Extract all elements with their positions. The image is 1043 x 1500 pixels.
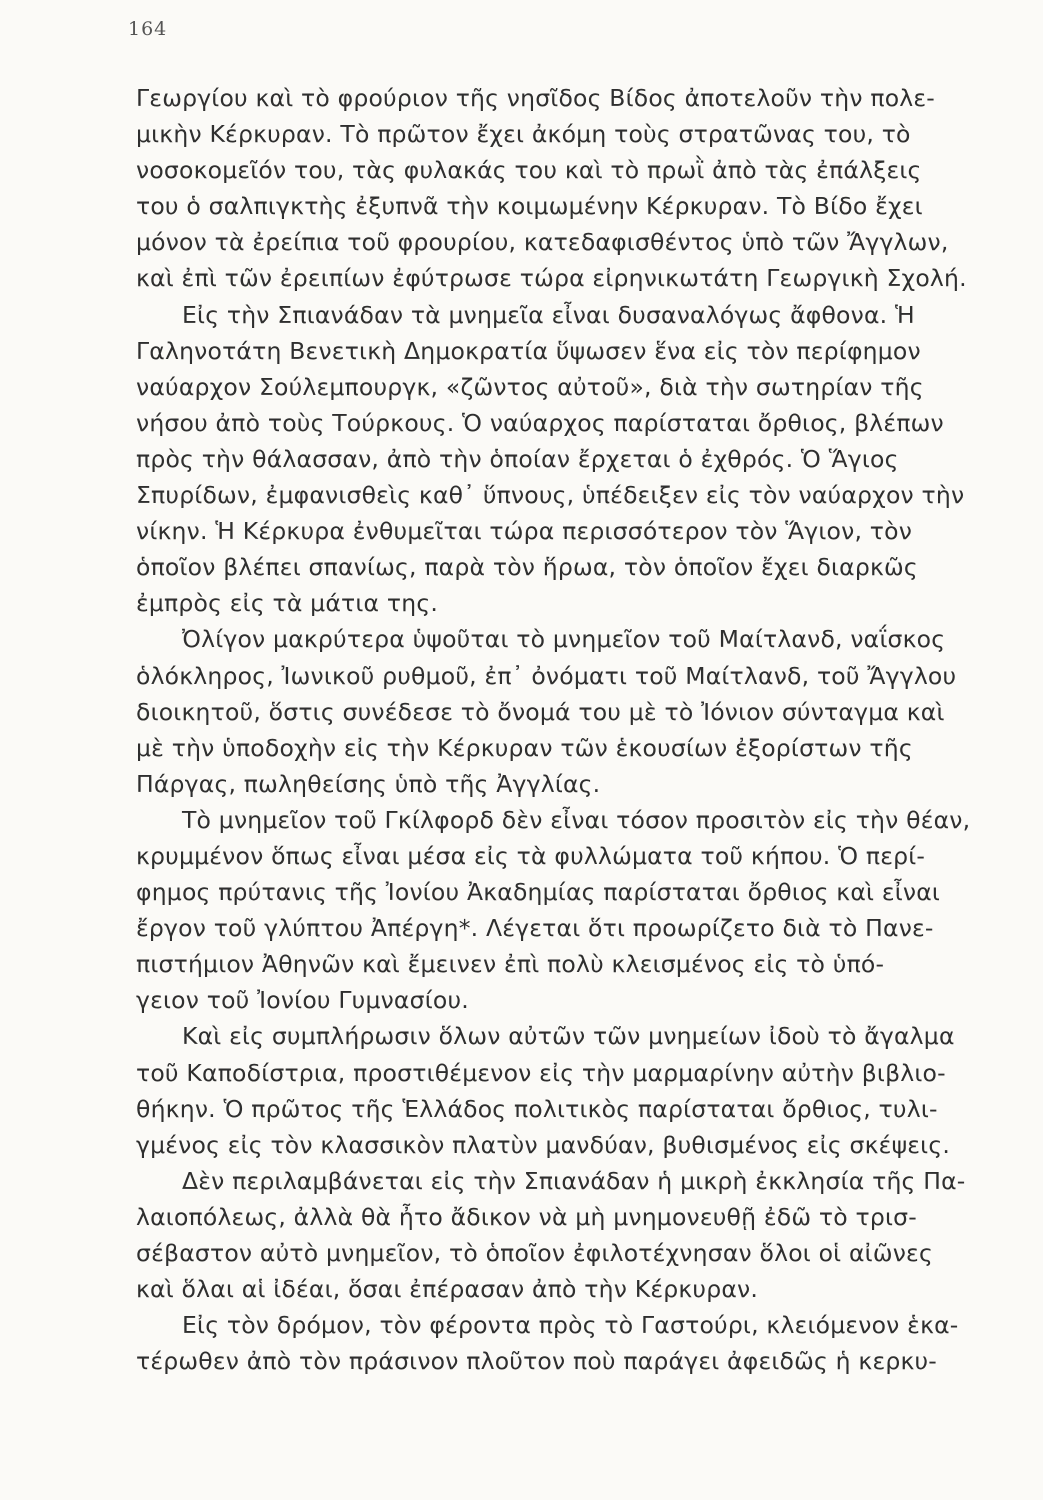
page-number: 164 <box>128 18 168 40</box>
text-line: ἔργον τοῦ γλύπτου Ἀπέργη*. Λέγεται ὅτι προωρίζετο διὰ τὸ Πανε- <box>136 914 934 943</box>
text-line: μικὴν Κέρκυραν. Τὸ πρῶτον ἔχει ἀκόμη τοὺς στρατῶνας του, τὸ <box>136 120 911 149</box>
text-line: φημος πρύτανις τῆς Ἰονίου Ἀκαδημίας παρίσταται ὄρθιος καὶ εἶναι <box>136 878 941 907</box>
text-line: καὶ ἐπὶ τῶν ἐρειπίων ἐφύτρωσε τώρα εἰρηνικωτάτη Γεωργικὴ Σχολή. <box>136 264 967 293</box>
text-line: τοῦ Καποδίστρια, προστιθέμενον εἰς τὴν μαρμαρίνην αὐτὴν βιβλιο- <box>136 1058 946 1087</box>
text-line: γμένος εἰς τὸν κλασσικὸν πλατὺν μανδύαν, βυθισμένος εἰς σκέψεις. <box>136 1130 950 1159</box>
text-line: τέρωθεν ἀπὸ τὸν πράσινον πλοῦτον ποὺ παράγει ἀφειδῶς ἡ κερκυ- <box>136 1347 937 1376</box>
text-line: θήκην. Ὁ πρῶτος τῆς Ἑλλάδος πολιτικὸς παρίσταται ὄρθιος, τυλι- <box>136 1094 938 1123</box>
text-line: Πάργας, πωληθείσης ὑπὸ τῆς Ἀγγλίας. <box>136 769 601 798</box>
text-line: νήσου ἀπὸ τοὺς Τούρκους. Ὁ ναύαρχος παρίσταται ὄρθιος, βλέπων <box>136 408 944 437</box>
text-line: γειον τοῦ Ἰονίου Γυμνασίου. <box>136 986 469 1015</box>
text-line: Τὸ μνημεῖον τοῦ Γκίλφορδ δὲν εἶναι τόσον προσιτὸν εἰς τὴν θέαν, <box>182 805 971 834</box>
text-line: νοσοκομεῖόν του, τὰς φυλακάς του καὶ τὸ πρωῒ ἀπὸ τὰς ἐπάλξεις <box>136 156 922 185</box>
text-line: Εἰς τὴν Σπιανάδαν τὰ μνημεῖα εἶναι δυσαναλόγως ἄφθονα. Ἡ <box>182 300 915 329</box>
text-line: Δὲν περιλαμβάνεται εἰς τὴν Σπιανάδαν ἡ μικρὴ ἐκκλησία τῆς Πα- <box>182 1166 966 1195</box>
text-line: διοικητοῦ, ὅστις συνέδεσε τὸ ὄνομά του μὲ τὸ Ἰόνιον σύνταγμα καὶ <box>136 697 945 726</box>
text-line: Ὀλίγον μακρύτερα ὑψοῦται τὸ μνημεῖον τοῦ Μαίτλανδ, ναΐσκος <box>182 625 946 654</box>
text-line: ὁποῖον βλέπει σπανίως, παρὰ τὸν ἥρωα, τὸν ὁποῖον ἔχει διαρκῶς <box>136 553 918 582</box>
text-line: καὶ ὅλαι αἱ ἰδέαι, ὅσαι ἐπέρασαν ἀπὸ τὴν Κέρκυραν. <box>136 1275 759 1304</box>
text-line: ὁλόκληρος, Ἰωνικοῦ ρυθμοῦ, ἐπ᾽ ὀνόματι τοῦ Μαίτλανδ, τοῦ Ἄγγλου <box>136 661 957 690</box>
text-line: Γαληνοτάτη Βενετικὴ Δημοκρατία ὕψωσεν ἕνα εἰς τὸν περίφημον <box>136 336 921 365</box>
text-line: κρυμμένον ὅπως εἶναι μέσα εἰς τὰ φυλλώματα τοῦ κήπου. Ὁ περί- <box>136 841 926 870</box>
text-line: ναύαρχον Σούλεμπουργκ, «ζῶντος αὐτοῦ», διὰ τὴν σωτηρίαν τῆς <box>136 372 924 401</box>
text-line: Καὶ εἰς συμπλήρωσιν ὅλων αὐτῶν τῶν μνημείων ἰδοὺ τὸ ἄγαλμα <box>182 1022 955 1051</box>
text-line: λαιοπόλεως, ἀλλὰ θὰ ἦτο ἄδικον νὰ μὴ μνημονευθῇ ἐδῶ τὸ τρισ- <box>136 1202 917 1231</box>
text-line: πιστήμιον Ἀθηνῶν καὶ ἔμεινεν ἐπὶ πολὺ κλεισμένος εἰς τὸ ὑπό- <box>136 950 885 979</box>
text-line: Σπυρίδων, ἐμφανισθεὶς καθ᾽ ὕπνους, ὑπέδειξεν εἰς τὸν ναύαρχον τὴν <box>136 481 965 510</box>
text-line: νίκην. Ἡ Κέρκυρα ἐνθυμεῖται τώρα περισσότερον τὸν Ἅγιον, τὸν <box>136 517 913 546</box>
text-line: του ὁ σαλπιγκτὴς ἐξυπνᾶ τὴν κοιμωμένην Κέρκυραν. Τὸ Βίδο ἔχει <box>136 192 923 221</box>
text-line: Γεωργίου καὶ τὸ φρούριον τῆς νησῖδος Βίδος ἀποτελοῦν τὴν πολε- <box>136 84 935 112</box>
text-line: πρὸς τὴν θάλασσαν, ἀπὸ τὴν ὁποίαν ἔρχεται ὁ ἐχθρός. Ὁ Ἅγιος <box>136 444 899 473</box>
text-line: σέβαστον αὐτὸ μνημεῖον, τὸ ὁποῖον ἐφιλοτέχνησαν ὅλοι οἱ αἰῶνες <box>136 1239 933 1267</box>
text-line: ἐμπρὸς εἰς τὰ μάτια της. <box>136 589 438 618</box>
text-line: Εἰς τὸν δρόμον, τὸν φέροντα πρὸς τὸ Γαστούρι, κλειόμενον ἑκα- <box>182 1311 959 1340</box>
text-line: μὲ τὴν ὑποδοχὴν εἰς τὴν Κέρκυραν τῶν ἑκουσίων ἐξορίστων τῆς <box>136 733 913 762</box>
text-line: μόνον τὰ ἐρείπια τοῦ φρουρίου, κατεδαφισθέντος ὑπὸ τῶν Ἄγγλων, <box>136 228 949 257</box>
body-text <box>136 80 1016 1379</box>
